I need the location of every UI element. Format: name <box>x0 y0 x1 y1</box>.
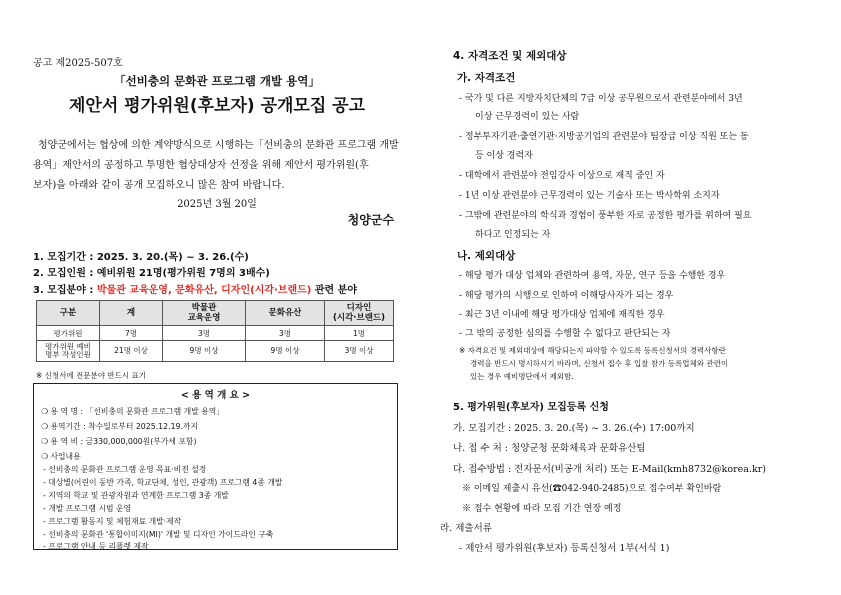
application-item: - 제안서 평가위원(후보자) 등록신청서 1부(서식 1) <box>459 543 670 554</box>
table-cell: 21명 이상 <box>100 341 163 362</box>
overview-line: ❍ 용 역 비 : 금330,000,000원(부가세 포함) <box>41 437 197 446</box>
application-item: 다. 접수방법 : 전자문서(비공개 처리) 또는 E-Mail(kmh8732@korea.kr) <box>453 464 766 475</box>
table-cell: 평가위원 <box>37 326 100 341</box>
exclusion-note: 경력을 반드시 명시하시기 바라며, 신청서 접수 후 입찰 참가 등록업체와 관련이 <box>470 359 729 368</box>
table-cell: 1명 <box>325 326 394 341</box>
table-cell: 3명 <box>246 326 325 341</box>
section-4-title: 4. 자격조건 및 제외대상 <box>453 50 567 62</box>
intro-line-3: 보자)을 아래와 같이 공개 모집하오니 많은 참여 바랍니다. <box>33 180 285 191</box>
exclusion-item: - 최근 3년 이내에 해당 평가대상 업체에 재직한 경우 <box>459 310 665 320</box>
table-header-cell: 박물관 교육운영 <box>163 301 246 326</box>
recruit-fields-highlight: 박물관 교육운영, 문화유산, 디자인(시각·브랜드) <box>96 285 312 296</box>
overview-line: - 선비충의 문화관 프로그램 운영 목표·비전 설정 <box>43 465 207 474</box>
overview-line: ❍ 사업내용 <box>41 452 81 461</box>
overview-line: - 프로그램 활동지 및 체험재료 개발·제작 <box>43 517 182 526</box>
recruit-period: 1. 모집기간 : 2025. 3. 20.(목) ~ 3. 26.(수) <box>33 252 249 263</box>
overview-line: - 선비충의 문화관 '통합이미지(MI)' 개발 및 디자인 가이드라인 구축 <box>43 530 274 539</box>
table-header-cell: 구분 <box>37 301 100 326</box>
intro-line-1: 청양군에서는 협상에 의한 계약방식으로 시행하는「선비충의 문화관 프로그램 개발 <box>38 140 399 151</box>
table-cell: 3명 이상 <box>325 341 394 362</box>
qualification-item: - 국가 및 다른 지방자치단체의 7급 이상 공무원으로서 관련분야에서 3년 <box>459 94 743 104</box>
table-row <box>37 326 394 341</box>
table-cell: 3명 <box>163 326 246 341</box>
exclusion-note: 있는 경우 예비명단에서 제외함. <box>470 372 574 381</box>
section-5-title: 5. 평가위원(후보자) 모집등록 신청 <box>453 402 609 413</box>
exclusion-item: - 해당 평가의 시행으로 인하여 이해당사자가 되는 경우 <box>459 291 674 301</box>
qualification-item: - 정부투자기관·출연기관·지방공기업의 관련분야 팀장급 이상 직원 또는 동 <box>459 132 749 142</box>
application-item: 나. 접 수 처 : 청양군청 문화체육과 문화유산팀 <box>453 443 646 454</box>
qualification-item: - 그밖에 관련분야의 학식과 경험이 풍부한 자로 공정한 평가를 위하여 필요 <box>459 211 752 221</box>
quota-table <box>36 300 394 362</box>
project-subtitle: 「선비충의 문화관 프로그램 개발 용역」 <box>114 74 320 88</box>
qualification-title: 가. 자격조건 <box>457 72 516 84</box>
overview-line: ❍ 용역기간 : 착수일로부터 2025.12.19.까지 <box>41 422 199 431</box>
qualification-item: 하다고 인정되는 자 <box>475 230 551 240</box>
table-cell: 7명 <box>100 326 163 341</box>
table-header-cell: 문화유산 <box>246 301 325 326</box>
exclusion-note: ※ 자격요건 및 제외대상에 해당되는지 파악할 수 있도록 등록신청서의 경력사항란 <box>459 346 726 355</box>
table-note: ※ 신청서에 전문분야 반드시 표기 <box>36 371 147 380</box>
recruit-fields-suffix: 관련 분야 <box>311 285 357 296</box>
overview-line: - 대상별(어린이 동반 가족, 학교단체, 성인, 관광객) 프로그램 4종 개발 <box>43 478 283 487</box>
issuing-organization: 청양군수 <box>347 213 394 227</box>
overview-title: < 용 역 개 요 > <box>180 390 251 401</box>
table-cell: 평가위원 예비 명부 작성인원 <box>37 341 100 362</box>
table-header-row <box>37 301 394 326</box>
application-item: ※ 이메일 제출시 유선(☎042-940-2485)으로 접수여부 확인바람 <box>462 484 722 494</box>
recruit-fields-prefix: 3. 모집분야 : <box>33 285 97 296</box>
table-row <box>37 341 394 362</box>
qualification-item: 이상 근무경력이 있는 사람 <box>475 112 580 122</box>
overview-line: - 프로그램 안내 등 리플렛 제작 <box>43 542 149 551</box>
page-title: 제안서 평가위원(후보자) 공개모집 공고 <box>68 96 366 116</box>
application-item: 가. 모집기간 : 2025. 3. 20.(목) ~ 3. 26.(수) 17:00까지 <box>453 423 695 434</box>
overview-line: - 개발 프로그램 시범 운영 <box>43 504 132 513</box>
exclusion-item: - 해당 평가 대상 업체와 관련하여 용역, 자문, 연구 등을 수행한 경우 <box>459 271 726 281</box>
application-item: 라. 제출서류 <box>440 523 492 534</box>
table-cell: 9명 이상 <box>163 341 246 362</box>
intro-line-2: 용역」제안서의 공정하고 투명한 협상대상자 선정을 위해 제안서 평가위원(후 <box>33 160 369 171</box>
table-cell: 9명 이상 <box>246 341 325 362</box>
qualification-item: 등 이상 경력자 <box>475 151 533 161</box>
qualification-item: - 1년 이상 관련분야 근무경력이 있는 기술사 또는 박사학위 소지자 <box>459 191 720 201</box>
application-item: ※ 접수 현황에 따라 모집 기간 연장 예정 <box>462 504 622 514</box>
recruit-fields <box>33 281 357 296</box>
exclusion-title: 나. 제외대상 <box>457 250 516 262</box>
exclusion-item: - 그 밖의 공정한 심의를 수행할 수 없다고 판단되는 자 <box>459 329 671 339</box>
table-header-cell: 디자인 (시각·브랜드) <box>325 301 394 326</box>
table-header-cell: 계 <box>100 301 163 326</box>
recruit-count: 2. 모집인원 : 예비위원 21명(평가위원 7명의 3배수) <box>33 268 270 279</box>
notice-date: 2025년 3월 20일 <box>177 199 257 210</box>
overview-line: - 지역의 학교 및 관광자원과 연계한 프로그램 3종 개발 <box>43 491 229 500</box>
notice-number: 공고 제2025-507호 <box>33 58 123 69</box>
overview-line: ❍ 용 역 명 : 「선비충의 문화관 프로그램 개발 용역」 <box>41 407 225 416</box>
qualification-item: - 대학에서 관련분야 전임강사 이상으로 재직 중인 자 <box>459 171 665 181</box>
